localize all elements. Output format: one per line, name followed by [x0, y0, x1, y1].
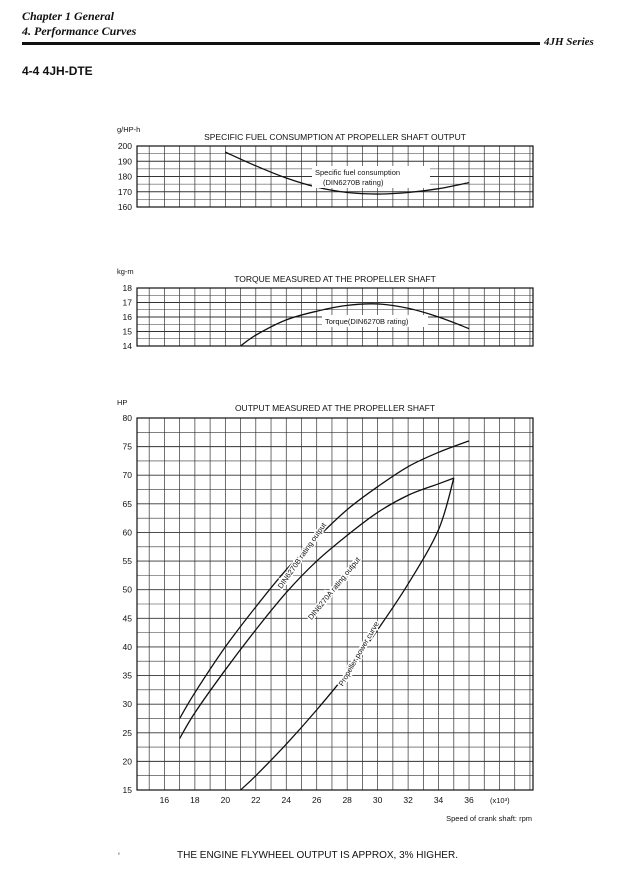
- y-tick-label: 170: [117, 186, 132, 197]
- x-tick-label: 16: [159, 795, 170, 805]
- series-label: DIN6270B rating output: [275, 520, 329, 591]
- y-axis-label: kg-m: [117, 267, 134, 276]
- series-line: [180, 441, 469, 719]
- y-tick-label: 17: [122, 297, 132, 308]
- y-tick-label: 75: [122, 441, 132, 452]
- y-tick-label: 20: [122, 756, 132, 767]
- y-tick-label: 14: [122, 341, 132, 351]
- series-label: 4JH Series: [544, 36, 594, 48]
- x-tick-label: 36: [464, 795, 474, 805]
- x-tick-label: 30: [372, 795, 383, 805]
- chart-title: TORQUE MEASURED AT THE PROPELLER SHAFT: [234, 274, 436, 284]
- x-tick-label: 32: [403, 795, 413, 805]
- chart-3: [117, 398, 533, 823]
- chart-title: SPECIFIC FUEL CONSUMPTION AT PROPELLER SHAFT OUTPUT: [204, 132, 466, 142]
- y-tick-label: 45: [122, 613, 132, 624]
- y-tick-label: 40: [122, 641, 132, 652]
- x-tick-label: 26: [311, 795, 322, 805]
- y-axis-label: g/HP-h: [117, 125, 141, 134]
- series-label: (DIN6270B rating): [323, 178, 384, 187]
- y-tick-label: 190: [117, 156, 132, 167]
- chapter-title: Chapter 1 General: [22, 9, 115, 23]
- series-label: Propeller power curve: [336, 619, 381, 688]
- y-tick-label: 15: [122, 326, 132, 337]
- y-tick-label: 25: [122, 727, 132, 738]
- y-tick-label: 160: [117, 202, 132, 212]
- page-heading: 4-4 4JH-DTE: [22, 64, 93, 78]
- y-axis-label: HP: [117, 398, 128, 407]
- y-tick-label: 15: [122, 785, 132, 795]
- chart-2: [117, 267, 533, 351]
- chart-title: OUTPUT MEASURED AT THE PROPELLER SHAFT: [234, 403, 436, 413]
- y-tick-label: 18: [122, 283, 132, 293]
- x-axis-unit: (x10³): [490, 796, 510, 805]
- y-tick-label: 60: [122, 527, 132, 538]
- x-tick-label: 22: [251, 795, 261, 805]
- x-tick-label: 20: [220, 795, 231, 805]
- x-axis-label: Speed of crank shaft: rpm: [446, 814, 532, 823]
- x-tick-label: 24: [281, 795, 291, 805]
- chart-1: [117, 125, 533, 212]
- y-tick-label: 180: [117, 171, 132, 182]
- series-label: Torque(DIN6270B rating): [325, 317, 409, 326]
- footnote-mark: ʻ: [118, 851, 120, 861]
- x-tick-label: 34: [433, 795, 444, 805]
- footnote: THE ENGINE FLYWHEEL OUTPUT IS APPROX, 3% HIGHER.: [177, 850, 458, 861]
- y-tick-label: 200: [117, 141, 132, 151]
- y-tick-label: 55: [122, 556, 132, 567]
- x-tick-label: 18: [190, 795, 200, 805]
- section-title: 4. Performance Curves: [22, 24, 137, 38]
- x-tick-label: 28: [342, 795, 352, 805]
- series-label: DIN6270A rating output: [306, 555, 363, 622]
- y-tick-label: 16: [122, 312, 132, 322]
- y-tick-label: 70: [122, 470, 132, 481]
- y-tick-label: 50: [122, 584, 132, 595]
- y-tick-label: 30: [122, 699, 132, 710]
- y-tick-label: 80: [122, 413, 132, 423]
- y-tick-label: 35: [122, 670, 132, 681]
- y-tick-label: 65: [122, 498, 132, 509]
- series-label: Specific fuel consumption: [315, 168, 401, 177]
